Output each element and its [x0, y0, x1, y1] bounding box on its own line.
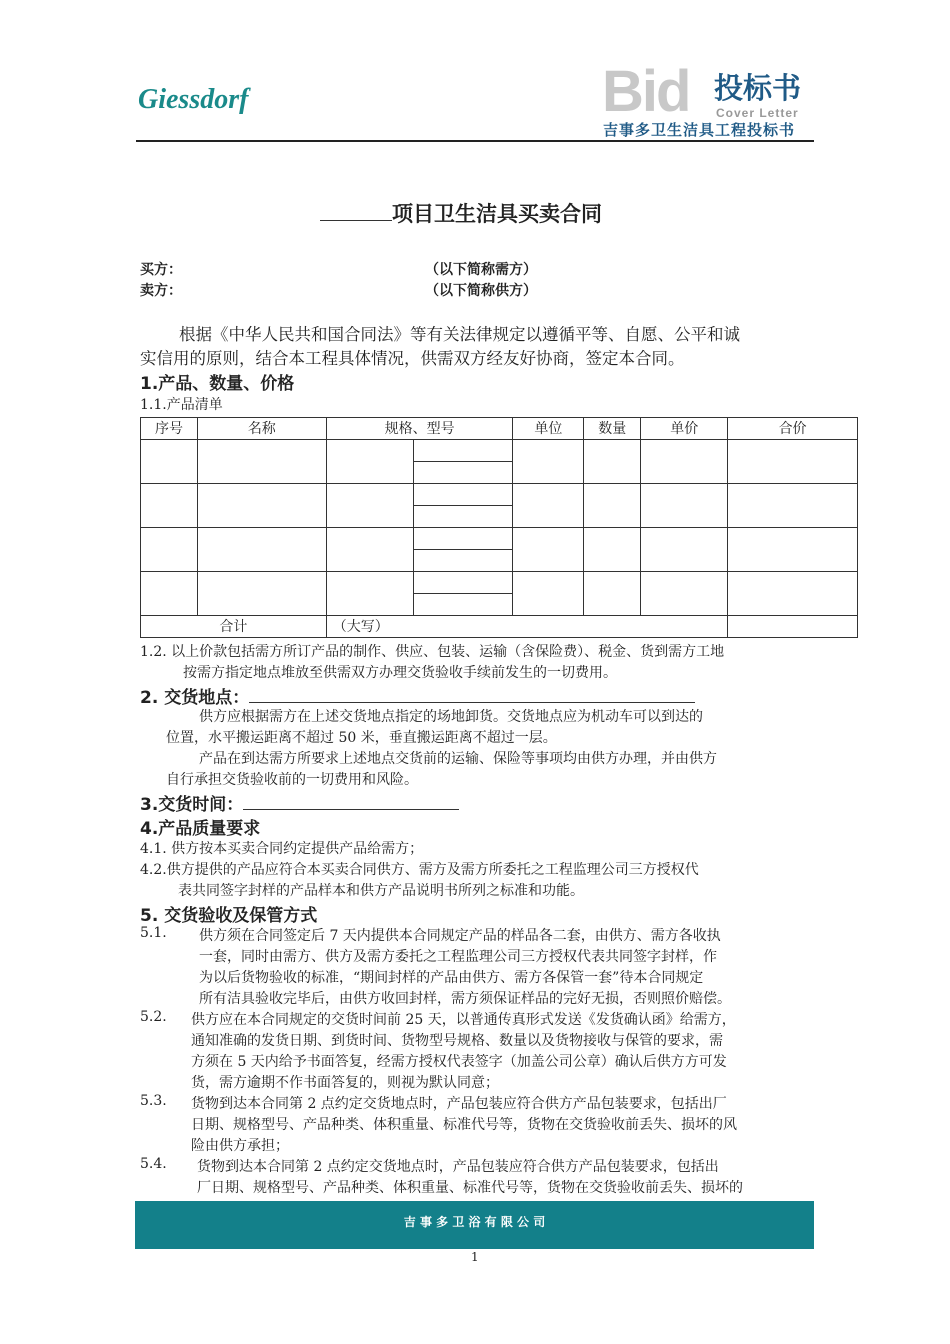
col-header: 单位	[513, 418, 584, 440]
bid-caption: 吉事多卫生洁具工程投标书	[603, 121, 796, 139]
total-caps: （大写）	[326, 616, 727, 638]
clause-1-2: 1.2. 以上价款包括需方所订产品的制作、供应、包装、运输（含保险费）、税金、货到需方工地	[140, 644, 725, 660]
col-header: 序号	[141, 418, 198, 440]
bid-title: 投标书	[714, 71, 802, 105]
table-cell[interactable]	[513, 572, 584, 616]
table-cell[interactable]	[641, 528, 728, 572]
table-cell[interactable]	[641, 484, 728, 528]
table-cell[interactable]	[141, 440, 198, 484]
clause-text: 厂日期、规格型号、产品种类、体积重量、标准代号等，货物在交货验收前丢失、损坏的	[197, 1180, 743, 1196]
table-cell[interactable]	[584, 484, 641, 528]
page-number: 1	[471, 1250, 479, 1264]
clause-4-1: 4.1. 供方按本买卖合同约定提供产品给需方；	[140, 841, 424, 857]
table-cell[interactable]	[326, 528, 413, 572]
clause-number: 5.1.	[140, 925, 167, 941]
table-cell[interactable]	[728, 572, 858, 616]
total-label: 合计	[141, 616, 327, 638]
clause-text: 日期、规格型号、产品种类、体积重量、标准代号等，货物在交货验收前丢失、损坏的风	[191, 1117, 737, 1133]
col-header: 名称	[197, 418, 326, 440]
clause-number: 5.4.	[140, 1156, 167, 1172]
table-cell[interactable]	[197, 528, 326, 572]
table-cell[interactable]	[584, 572, 641, 616]
clause-text: 为以后货物验收的标准，“期间封样的产品由供方、需方各保管一套”待本合同规定	[199, 970, 704, 986]
table-cell[interactable]	[641, 440, 728, 484]
table-cell[interactable]	[326, 440, 413, 484]
table-cell[interactable]	[513, 528, 584, 572]
giessdorf-logo: Giessdorf	[138, 84, 249, 115]
bid-logo-text: Bid	[602, 59, 690, 124]
clause-text: 方须在 5 天内给予书面答复，经需方授权代表签字（加盖公司公章）确认后供方方可发	[191, 1054, 727, 1070]
table-cell[interactable]	[513, 484, 584, 528]
table-cell[interactable]	[141, 484, 198, 528]
table-cell[interactable]	[584, 528, 641, 572]
buyer-label: 买方：	[140, 262, 182, 278]
page-title: 项目卫生洁具买卖合同	[320, 198, 602, 228]
clause-text: 一套，同时由需方、供方及需方委托之工程监理公司三方授权代表共同签字封样，作	[199, 949, 717, 965]
section-1-1-heading: 1.1.产品清单	[140, 397, 223, 413]
total-value[interactable]	[728, 616, 858, 638]
section-2-text: 供方应根据需方在上述交货地点指定的场地卸货。交货地点应为机动车可以到达的	[199, 709, 703, 725]
col-header: 数量	[584, 418, 641, 440]
section-2-text: 产品在到达需方所要求上述地点交货前的运输、保险等事项均由供方办理，并由供方	[199, 751, 717, 767]
clause-4-2: 表共同签字封样的产品样本和供方产品说明书所列之标准和功能。	[178, 883, 584, 899]
col-header: 合价	[728, 418, 858, 440]
buyer-note: （以下简称需方）	[425, 262, 537, 278]
table-cell[interactable]	[728, 484, 858, 528]
section-3-heading: 3.交货时间：	[140, 790, 459, 815]
table-cell[interactable]	[141, 572, 198, 616]
clause-4-2: 4.2.供方提供的产品应符合本买卖合同供方、需方及需方所委托之工程监理公司三方授权代	[140, 862, 699, 878]
section-2-text: 自行承担交货验收前的一切费用和风险。	[166, 772, 418, 788]
table-cell[interactable]	[413, 528, 513, 550]
intro-line: 实信用的原则，结合本工程具体情况，供需双方经友好协商，签定本合同。	[140, 349, 685, 368]
section-5-heading: 5. 交货验收及保管方式	[140, 906, 318, 926]
section-2-text: 位置，水平搬运距离不超过 50 米，垂直搬运距离不超过一层。	[166, 730, 557, 746]
table-cell[interactable]	[413, 572, 513, 594]
table-cell[interactable]	[141, 528, 198, 572]
table-cell[interactable]	[197, 440, 326, 484]
clause-text: 货，需方逾期不作书面答复的，则视为默认同意；	[191, 1075, 499, 1091]
clause-text: 供方须在合同签定后 7 天内提供本合同规定产品的样品各二套，由供方、需方各收执	[199, 928, 721, 944]
table-cell[interactable]	[728, 528, 858, 572]
clause-text: 通知准确的发货日期、到货时间、货物型号规格、数量以及货物接收与保管的要求，需	[191, 1033, 723, 1049]
table-cell[interactable]	[197, 572, 326, 616]
clause-1-2: 按需方指定地点堆放至供需双方办理交货验收手续前发生的一切费用。	[183, 665, 617, 681]
header-rule	[136, 140, 814, 142]
seller-note: （以下简称供方）	[425, 283, 537, 299]
seller-label: 卖方：	[140, 283, 182, 299]
table-cell[interactable]	[584, 440, 641, 484]
col-header: 单价	[641, 418, 728, 440]
clause-text: 货物到达本合同第 2 点约定交货地点时，产品包装应符合供方产品包装要求，包括出厂	[191, 1096, 727, 1112]
table-cell[interactable]	[728, 440, 858, 484]
clause-text: 所有洁具验收完毕后，由供方收回封样，需方须保证样品的完好无损，否则照价赔偿。	[199, 991, 731, 1007]
table-cell[interactable]	[326, 572, 413, 616]
table-cell[interactable]	[641, 572, 728, 616]
footer-company: 吉 事 多 卫 浴 有 限 公 司	[403, 1215, 546, 1229]
clause-text: 货物到达本合同第 2 点约定交货地点时，产品包装应符合供方产品包装要求，包括出	[197, 1159, 719, 1175]
table-cell[interactable]	[197, 484, 326, 528]
clause-number: 5.2.	[140, 1009, 167, 1025]
section-4-heading: 4.产品质量要求	[140, 819, 261, 839]
bid-subtitle: Cover Letter	[716, 106, 799, 120]
product-table	[140, 417, 858, 638]
table-cell[interactable]	[326, 484, 413, 528]
table-cell[interactable]	[413, 550, 513, 572]
table-cell[interactable]	[513, 440, 584, 484]
table-cell[interactable]	[413, 440, 513, 462]
section-2-heading: 2. 交货地点：	[140, 683, 695, 708]
clause-text: 险由供方承担；	[191, 1138, 289, 1154]
section-1-heading: 1.产品、数量、价格	[140, 374, 295, 394]
col-header: 规格、型号	[326, 418, 513, 440]
table-cell[interactable]	[413, 506, 513, 528]
clause-number: 5.3.	[140, 1093, 167, 1109]
footer-band	[135, 1201, 814, 1249]
table-cell[interactable]	[413, 484, 513, 506]
table-cell[interactable]	[413, 462, 513, 484]
table-cell[interactable]	[413, 594, 513, 616]
clause-text: 供方应在本合同规定的交货时间前 25 天，以普通传真形式发送《发货确认函》给需方，	[191, 1012, 736, 1028]
intro-line: 根据《中华人民共和国合同法》等有关法律规定以遵循平等、自愿、公平和诚	[179, 325, 740, 344]
